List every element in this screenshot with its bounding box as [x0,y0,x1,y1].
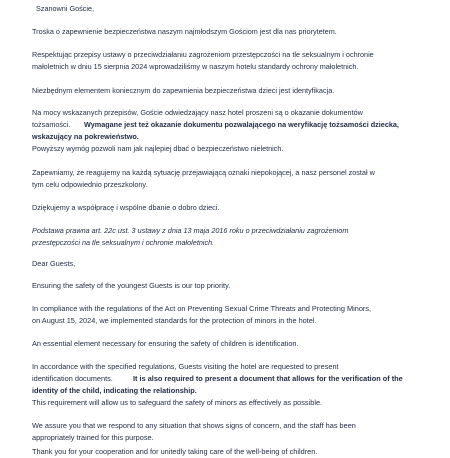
english-paragraph-regulations-line-2: on August 15, 2024, we implemented standards for the protection of minors in the hotel. [32,316,317,325]
polish-paragraph-regulations-line-2: małoletnich w dniu 15 sierpnia 2024 wprowadziliśmy w naszym hotelu standardy ochrony małoletnich. [32,62,359,71]
polish-documents-text: tożsamości. [32,120,71,129]
english-paragraph-assurance-line-2: appropriately trained for this purpose. [32,433,154,442]
english-documents-text: identification documents. [32,374,113,383]
polish-greeting: Szanowni Goście, [36,4,95,13]
english-greeting: Dear Guests, [32,259,76,268]
polish-paragraph-regulations-line-1: Respektując przepisy ustawy o przeciwdziałaniu zagrożeniom przestępczości na tle seksualnym i ochronie [32,50,374,59]
english-paragraph-documents-line-5: This requirement will allow us to safeguard the safety of minors as effectively as possible. [32,398,323,407]
polish-paragraph-assurance-line-1: Zapewniamy, że reagujemy na każdą sytuację przejawiającą oznaki niepokojącej, a nasz personel został w [32,168,375,177]
polish-paragraph-assurance-line-2: tym celu odpowiednio przeszkolony. [32,180,148,189]
english-child-document-requirement-line-1: It is also required to present a document that allows for the verification of the [133,374,403,383]
polish-paragraph-priority: Troska o zapewnienie bezpieczeństwa naszym najmłodszym Gościom jest dla nas priorytetem. [32,27,337,36]
polish-paragraph-documents-line-5: Powyższy wymóg pozwoli nam jak najlepiej dbać o bezpieczeństwo nieletnich. [32,144,284,153]
polish-child-document-requirement-line-2: wskazujący na pokrewieństwo. [32,132,139,141]
polish-paragraph-documents-line-1: Na mocy wskazanych przepisów, Goście odwiedzający nasz hotel proszeni są o okazanie dokumentów [32,108,363,117]
polish-paragraph-documents-line-2 [32,119,70,131]
polish-legal-basis-line-2: przestępczości na tle seksualnym i ochronie małoletnich. [32,238,215,247]
polish-paragraph-thanks: Dziękujemy a współpracę i wspólne dbanie o dobro dzieci. [32,203,220,212]
polish-child-document-requirement-line-1: Wymagane jest też okazanie dokumentu pozwalającego na weryfikację tożsamości dziecka, [84,120,399,129]
english-child-document-requirement-line-2: identity of the child, indicating the relationship. [32,386,197,395]
english-paragraph-documents-line-2 [32,373,113,385]
english-paragraph-regulations-line-1: In compliance with the regulations of the Act on Preventing Sexual Crime Threats and Protecting Minors, [32,304,372,313]
english-paragraph-documents-line-1: In accordance with the specified regulations, Guests visiting the hotel are requested to present [32,362,339,371]
english-paragraph-thanks: Thank you for your cooperation and for unitedly taking care of the well-being of children. [32,447,318,456]
english-paragraph-identification: An essential element necessary for ensuring the safety of children is identification. [32,339,299,348]
polish-legal-basis-line-1: Podstawa prawna art. 22c ust. 3 ustawy z dnia 13 maja 2016 roku o przeciwdziałaniu zagrożeniom [32,226,349,235]
polish-paragraph-identification: Niezbędnym elementem koniecznym do zapewnienia bezpieczeństwa dzieci jest identyfikacja. [32,86,335,95]
english-paragraph-priority: Ensuring the safety of the youngest Guests is our top priority. [32,281,231,290]
english-paragraph-assurance-line-1: We assure you that we respond to any situation that shows signs of concern, and the staff has been [32,421,356,430]
